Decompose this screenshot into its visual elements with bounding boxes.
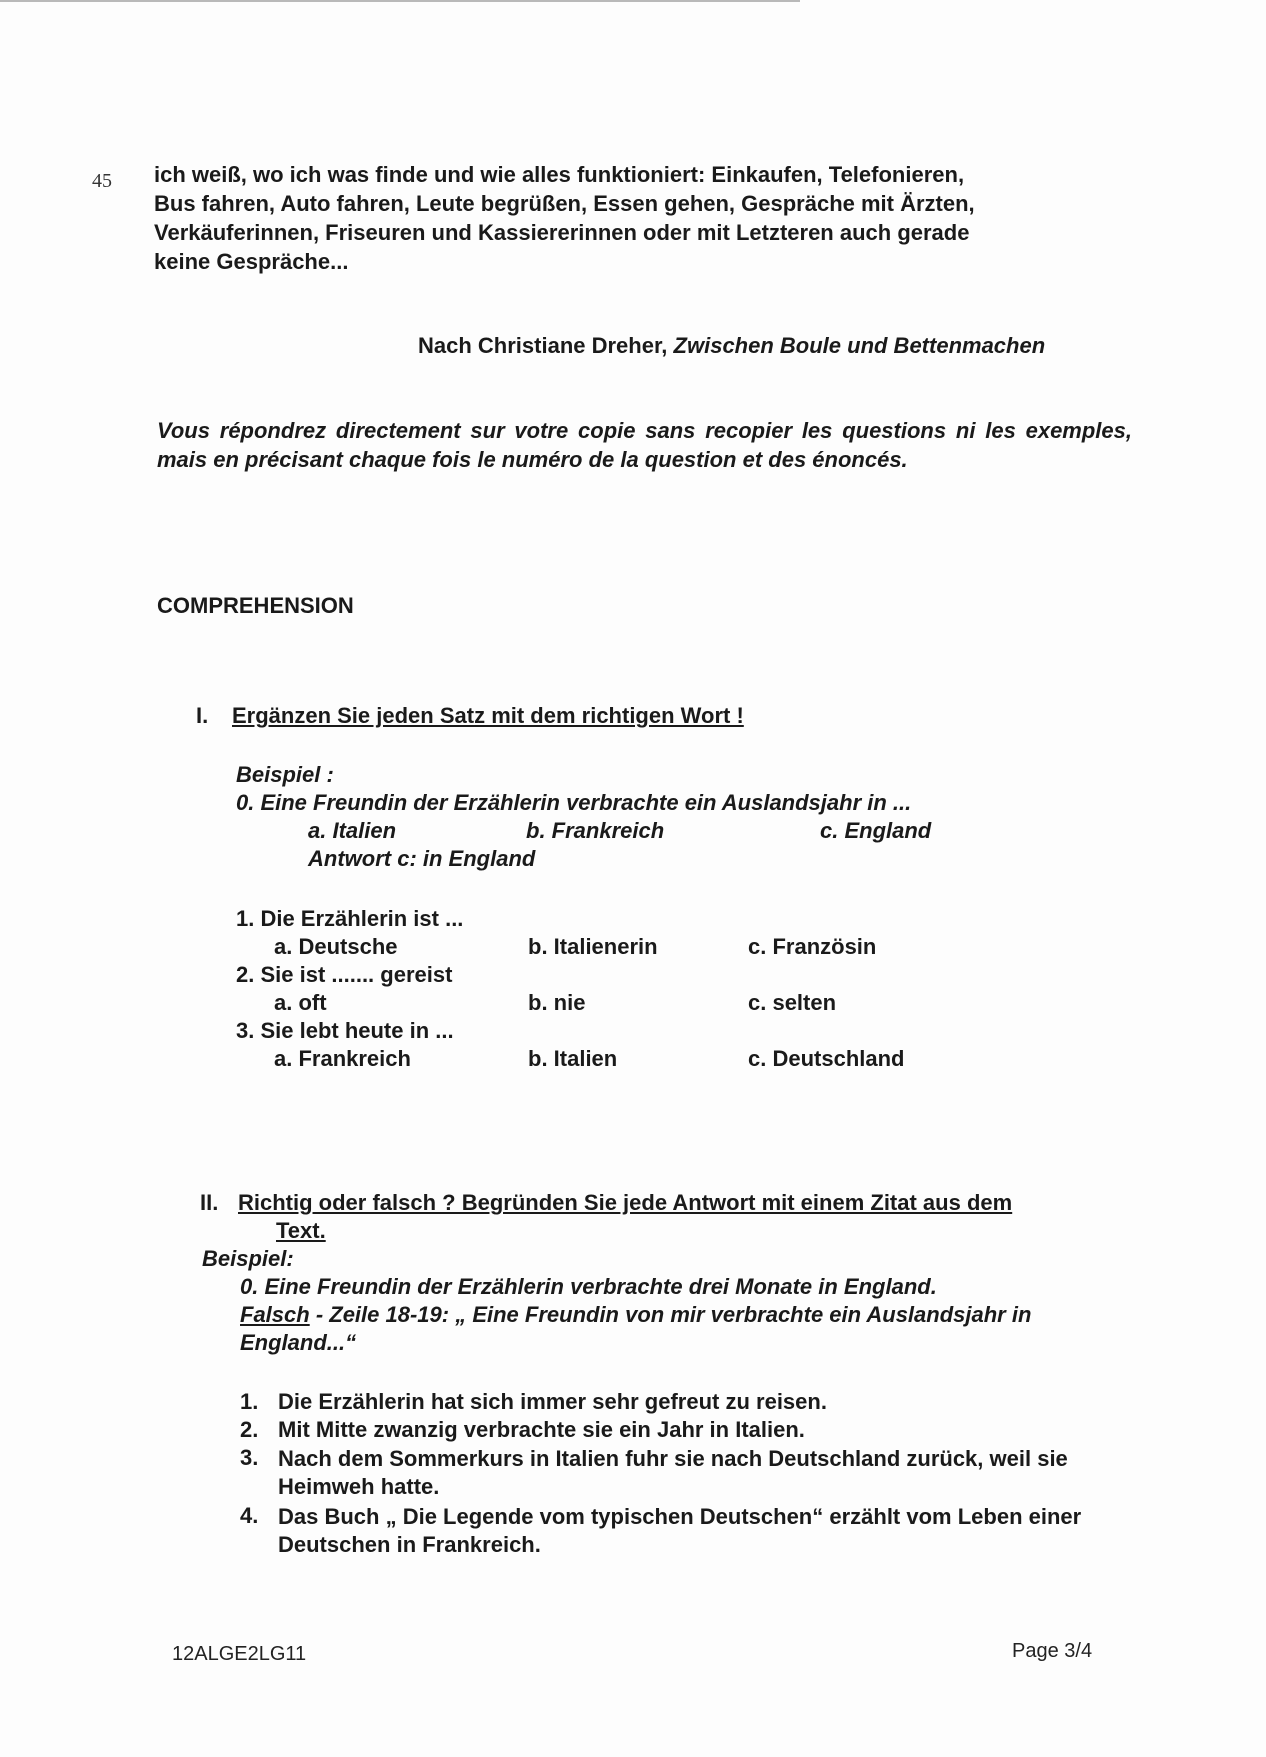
part1-example-option: b. Frankreich bbox=[526, 818, 665, 843]
part2-statement: Mit Mitte zwanzig verbrachte sie ein Jahr in Italien. bbox=[278, 1417, 805, 1442]
document-code: 12ALGE2LG11 bbox=[172, 1643, 307, 1665]
passage-line: Verkäuferinnen, Friseuren und Kassiererinnen oder mit Letzteren auch gerade bbox=[154, 220, 970, 245]
part1-option: b. Italien bbox=[528, 1046, 618, 1071]
passage-line: ich weiß, wo ich was finde und wie alles funktioniert: Einkaufen, Telefonieren, bbox=[154, 162, 965, 187]
part2-statement-num: 1. bbox=[240, 1389, 259, 1414]
answer-quote: - Zeile 18-19: „ Eine Freundin von mir verbrachte ein Auslandsjahr in bbox=[309, 1302, 1032, 1327]
part2-numeral: II. bbox=[200, 1190, 219, 1215]
part1-option: c. Französin bbox=[748, 934, 877, 959]
part2-statement: Das Buch „ Die Legende vom typischen Deutschen“ erzählt vom Leben einer Deutschen in Frankreich. bbox=[278, 1504, 1082, 1557]
page-number: Page 3/4 bbox=[1012, 1640, 1093, 1662]
part2-example-answer-cont: England...“ bbox=[240, 1330, 357, 1355]
line-number: 45 bbox=[92, 170, 112, 192]
source-citation bbox=[418, 333, 1045, 359]
part1-option: c. selten bbox=[748, 990, 837, 1015]
passage-line: keine Gespräche... bbox=[154, 249, 349, 274]
part1-example-question: 0. Eine Freundin der Erzählerin verbrachte ein Auslandsjahr in ... bbox=[236, 790, 912, 815]
instructions: Vous répondrez directement sur votre copie sans recopier les questions ni les exemples, mais en précisant chaque fois le numéro de la question et des énoncés. bbox=[157, 418, 1132, 472]
part2-example-statement: 0. Eine Freundin der Erzählerin verbrachte drei Monate in England. bbox=[240, 1274, 937, 1299]
answer-falsch: Falsch bbox=[240, 1302, 310, 1327]
part1-option: c. Deutschland bbox=[748, 1046, 905, 1071]
part1-question: 1. Die Erzählerin ist ... bbox=[236, 906, 464, 931]
part2-statement-num: 3. bbox=[240, 1445, 259, 1470]
part2-statement: Die Erzählerin hat sich immer sehr gefreut zu reisen. bbox=[278, 1389, 827, 1414]
source-title: Zwischen Boule und Bettenmachen bbox=[673, 333, 1046, 358]
part1-option: b. nie bbox=[528, 990, 586, 1015]
part1-option: a. oft bbox=[274, 990, 327, 1015]
part2-statement-num: 4. bbox=[240, 1503, 259, 1528]
scan-edge-line bbox=[0, 0, 800, 2]
part2-title-cont: Text. bbox=[276, 1218, 326, 1243]
part1-question: 2. Sie ist ....... gereist bbox=[236, 962, 453, 987]
part1-question: 3. Sie lebt heute in ... bbox=[236, 1018, 454, 1043]
part1-example-label: Beispiel : bbox=[236, 762, 334, 787]
passage-line: Bus fahren, Auto fahren, Leute begrüßen, Essen gehen, Gespräche mit Ärzten, bbox=[154, 191, 975, 216]
part1-title: Ergänzen Sie jeden Satz mit dem richtigen Wort ! bbox=[232, 703, 744, 728]
part1-option: a. Frankreich bbox=[274, 1046, 411, 1071]
part2-example-answer bbox=[240, 1302, 1031, 1328]
section-heading: COMPREHENSION bbox=[157, 593, 354, 618]
part1-option: a. Deutsche bbox=[274, 934, 398, 959]
part1-example-option: a. Italien bbox=[308, 818, 397, 843]
source-author: Nach Christiane Dreher, bbox=[418, 333, 674, 358]
part2-example-label: Beispiel: bbox=[202, 1246, 294, 1271]
part1-option: b. Italienerin bbox=[528, 934, 658, 959]
part2-statement: Nach dem Sommerkurs in Italien fuhr sie nach Deutschland zurück, weil sie Heimweh hatte. bbox=[278, 1446, 1068, 1499]
part1-numeral: I. bbox=[196, 703, 209, 728]
part2-statement-num: 2. bbox=[240, 1417, 259, 1442]
part1-example-answer: Antwort c: in England bbox=[308, 846, 536, 871]
part2-title: Richtig oder falsch ? Begründen Sie jede Antwort mit einem Zitat aus dem bbox=[238, 1190, 1013, 1215]
part1-example-option: c. England bbox=[820, 818, 932, 843]
passage-text bbox=[154, 160, 1094, 276]
